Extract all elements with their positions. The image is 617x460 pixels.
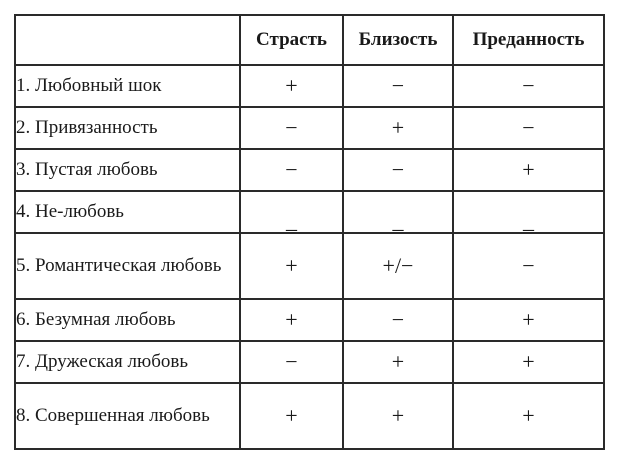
header-cell-empty: [15, 15, 240, 65]
commitment-mark: +: [453, 299, 604, 341]
passion-mark: −: [240, 149, 343, 191]
intimacy-mark: [343, 191, 453, 233]
header-row: [15, 15, 604, 65]
row-label: 7. Дружеская любовь: [15, 341, 240, 383]
passion-mark: −: [240, 107, 343, 149]
commitment-mark: [453, 191, 604, 233]
passion-mark: +: [240, 299, 343, 341]
intimacy-mark: −: [343, 149, 453, 191]
intimacy-mark: +: [343, 341, 453, 383]
commitment-mark: −: [453, 65, 604, 107]
intimacy-mark: −: [343, 65, 453, 107]
row-label: 6. Безумная любовь: [15, 299, 240, 341]
table-row: [15, 107, 604, 149]
passion-mark: +: [240, 65, 343, 107]
passion-mark: −: [240, 341, 343, 383]
intimacy-mark: +/−: [343, 233, 453, 299]
commitment-mark-text: _: [523, 208, 534, 233]
passion-mark: +: [240, 383, 343, 449]
commitment-mark: −: [453, 233, 604, 299]
header-intimacy: Близость: [343, 15, 453, 65]
table-row: [15, 233, 604, 299]
table-row: [15, 191, 604, 233]
intimacy-mark: +: [343, 107, 453, 149]
header-commitment: Преданность: [453, 15, 604, 65]
commitment-mark: +: [453, 149, 604, 191]
table-row: [15, 341, 604, 383]
passion-mark: +: [240, 233, 343, 299]
row-label: 1. Любовный шок: [15, 65, 240, 107]
intimacy-mark: −: [343, 299, 453, 341]
table-row: [15, 299, 604, 341]
intimacy-mark-text: _: [392, 208, 404, 233]
commitment-mark: −: [453, 107, 604, 149]
commitment-mark: +: [453, 383, 604, 449]
header-passion: Страсть: [240, 15, 343, 65]
love-types-table: [14, 14, 605, 450]
passion-mark: [240, 191, 343, 233]
row-label: 4. Не-любовь: [15, 191, 240, 233]
row-label: 5. Романтическая любовь: [15, 233, 240, 299]
row-label: 2. Привязанность: [15, 107, 240, 149]
table-row: [15, 65, 604, 107]
table-row: [15, 383, 604, 449]
commitment-mark: +: [453, 341, 604, 383]
intimacy-mark: +: [343, 383, 453, 449]
passion-mark-text: _: [286, 208, 297, 233]
row-label: 3. Пустая любовь: [15, 149, 240, 191]
table-row: [15, 149, 604, 191]
row-label: 8. Совершенная любовь: [15, 383, 240, 449]
